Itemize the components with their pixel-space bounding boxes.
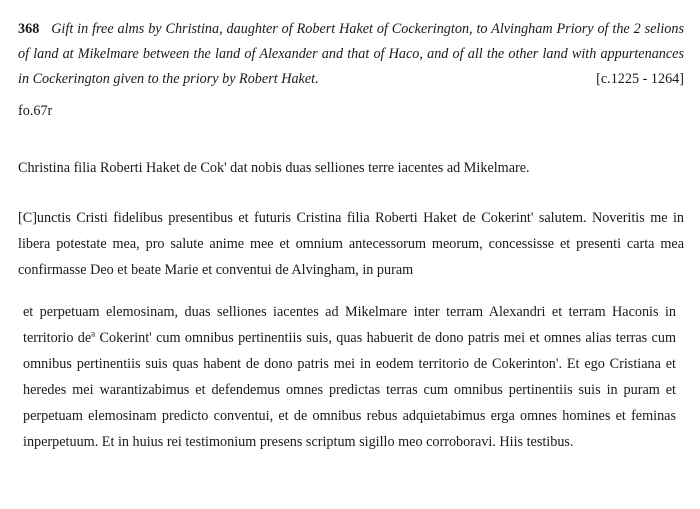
entry-heading-text: Gift in free alms by Christina, daughter of Robert Haket of Cockerington, to Alvingham Priory of the 2 selions of land at Mikelmare between the land of Alexander and that of Haco, and of all the other land with appurtenances in Cockerington given to the priory by Robert Haket.	[18, 21, 685, 87]
footnote-marker: a	[91, 328, 96, 339]
latin-summary: Christina filia Roberti Haket de Cok' dat nobis duas selliones terre iacentes ad Mikelmare.	[18, 160, 530, 176]
charter-text-part2	[23, 299, 676, 455]
entry-heading	[18, 17, 684, 92]
entry-number: 368	[18, 21, 40, 37]
folio-reference: fo.67r	[18, 103, 53, 119]
charter-text-part2a: et perpetuam elemosinam, duas selliones iacentes ad Mikelmare inter terram Alexandri et terram Haconis in territorio de	[23, 304, 676, 346]
charter-text-part1: [C]unctis Cristi fidelibus presentibus et futuris Cristina filia Roberti Haket de Cokerint' salutem. Noveritis me in libera potestate mea, pro salute anime mee et omnium antecessorum meorum, concessisse et presenti carta mea confirmasse Deo et beate Marie et conventui de Alvingham, in puram	[18, 210, 684, 278]
charter-text-part2b: Cokerint' cum omnibus pertinentiis suis, quas habuerit de dono patris mei et omnes alias terras cum omnibus pertinentiis suis quas habent de dono patris mei in eodem territorio de Cokerinton'. Et ego Cristiana et heredes mei warantizabimus et defendemus omnes predictas terras cum omnibus pertinentiis suis in puram et perpetuam elemosinam predicto conventui, et de omnibus rebus adquietabimus erga omnes homines et feminas inperpetuum. Et in huius rei testimonium presens scriptum sigillo meo corroboravi. Hiis testibus.	[23, 330, 676, 450]
entry-date: [c.1225 - 1264]	[596, 71, 684, 87]
